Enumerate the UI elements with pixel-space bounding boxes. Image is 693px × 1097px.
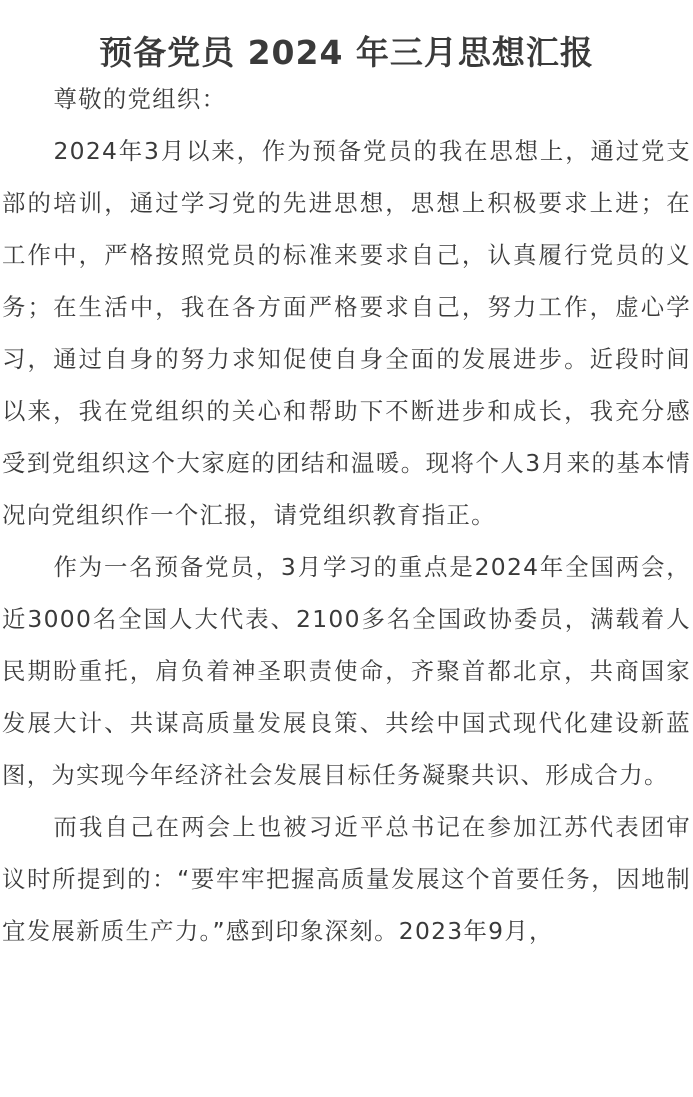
- title-prefix: 预备党员: [99, 33, 236, 72]
- title-year: 2024: [247, 33, 344, 72]
- salutation: 尊敬的党组织：: [53, 85, 227, 113]
- paragraph-2: 作为一名预备党员，3月学习的重点是2024年全国两会，近3000名全国人大代表、2100多名全国政协委员，满载着人民期盼重托，肩负着神圣职责使命，齐聚首都北京，共商国家发展大计、共谋高质量发展良策、共绘中国式现代化建设新蓝图，为实现今年经济社会发展目标任务凝聚共识、形成合力。: [2, 553, 691, 789]
- title-suffix: 年三月思想汇报: [355, 33, 594, 72]
- paragraph-1: 2024年3月以来，作为预备党员的我在思想上，通过党支部的培训，通过学习党的先进思想，思想上积极要求上进；在工作中，严格按照党员的标准来要求自己，认真履行党员的义务；在生活中，我在各方面严格要求自己，努力工作，虚心学习，通过自身的努力求知促使自身全面的发展进步。近段时间以来，我在党组织的关心和帮助下不断进步和成长，我充分感受到党组织这个大家庭的团结和温暖。现将个人3月来的基本情况向党组织作一个汇报，请党组织教育指正。: [2, 137, 691, 529]
- document-title: [0, 0, 693, 73]
- paragraph-3: 而我自己在两会上也被习近平总书记在参加江苏代表团审议时所提到的：“要牢牢把握高质量发展这个首要任务，因地制宜发展新质生产力。”感到印象深刻。2023年9月，: [2, 813, 691, 945]
- document-body: [0, 73, 693, 957]
